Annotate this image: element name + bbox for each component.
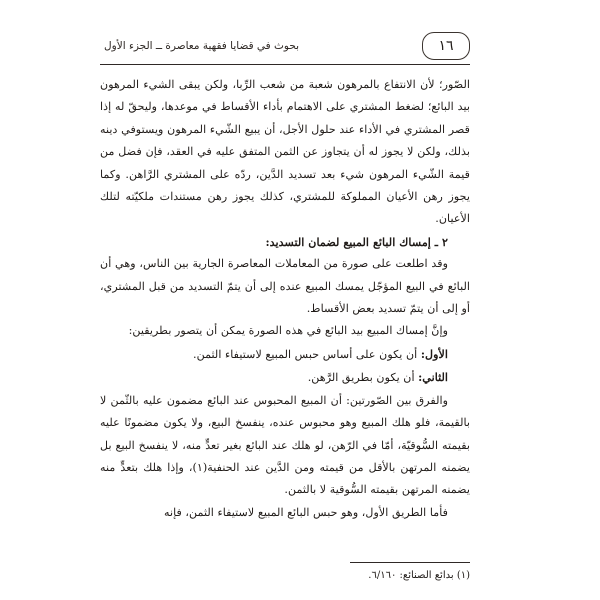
footnote-rule [350,562,470,563]
running-title: بحوث في قضايا فقهية معاصرة ــ الجزء الأول [104,40,300,52]
header-rule [100,64,470,65]
book-page [100,28,470,593]
page-body [100,74,470,524]
method-second-text: أن يكون بطريق الرَّهن. [307,371,419,385]
paragraph-5: فأما الطريق الأول، وهو حبس البائع المبيع لاستيفاء الثمن، فإنه [164,505,448,519]
method-first-text: أن يكون على أساس حبس المبيع لاستيفاء الثمن. [193,347,421,361]
method-second-label: الثاني: [418,370,448,385]
page-header [100,28,470,64]
method-first-label: الأول: [420,346,448,361]
page-number: ١٦ [422,32,470,60]
method-first [100,343,470,366]
paragraph-2: وقد اطلعت على صورة من المعاملات المعاصرة الجارية بين الناس، وهي أن البائع في البيع المؤجّل يمسك المبيع عنده إلى أن يتمّ التسديد من قبل المشتري، أو إلى أن يتمّ تسديد بعض الأقساط. [100,257,470,316]
paragraph-1: الصّور؛ لأن الانتفاع بالمرهون شعبة من شعب الرِّبا، ولكن يبقى الشيء المرهون بيد البائع؛ لضغط المشتري على الاهتمام بأداء الأقساط في موعدها، وليحقّ له إذا قصر المشتري في الأداء عند حلول الأجل، أن يبيع الشّيء المرهون ويستوفي دينه بذلك، ولكن لا يجوز له أن يتجاوز عن الثمن المتفق عليه في العقد، فإن فضل من قيمة الشّيء المرهون شيء بعد تسديد الدَّين، ردّه على المشتري الرَّاهن. وكما يجوز رهن الأعيان المملوكة للمشتري، كذلك يجوز رهن مستندات ملكيّته لتلك الأعيان. [100,78,470,226]
section-heading: ٢ ـ إمساك البائع المبيع لضمان التسديد: [265,234,448,249]
method-second [100,366,470,389]
paragraph-3: وإنَّ إمساك المبيع بيد البائع في هذه الصورة يمكن أن يتصور بطريقين: [128,324,448,338]
footnote: (١) بدائع الصنائع: ٦/١٦٠. [368,570,470,581]
paragraph-4: والفرق بين الصّورتين: أن المبيع المحبوس عند البائع مضمون عليه بالثّمن لا بالقيمة، فلو هلك المبيع وهو محبوس عنده، ينفسخ البيع، ولا يكون مضمونًا عليه بقيمته السُّوقيّة، أمّا في الرّهن، لو هلك عند البائع بغير تعدٍّ منه، لا ينفسخ البيع بل يضمنه المرتهن بالأقل من قيمته ومن الدَّين عند الحنفية(١)، وإذا هلك بتعدٍّ منه يضمنه المرتهن بقيمته السُّوقية لا بالثمن. [100,393,471,497]
